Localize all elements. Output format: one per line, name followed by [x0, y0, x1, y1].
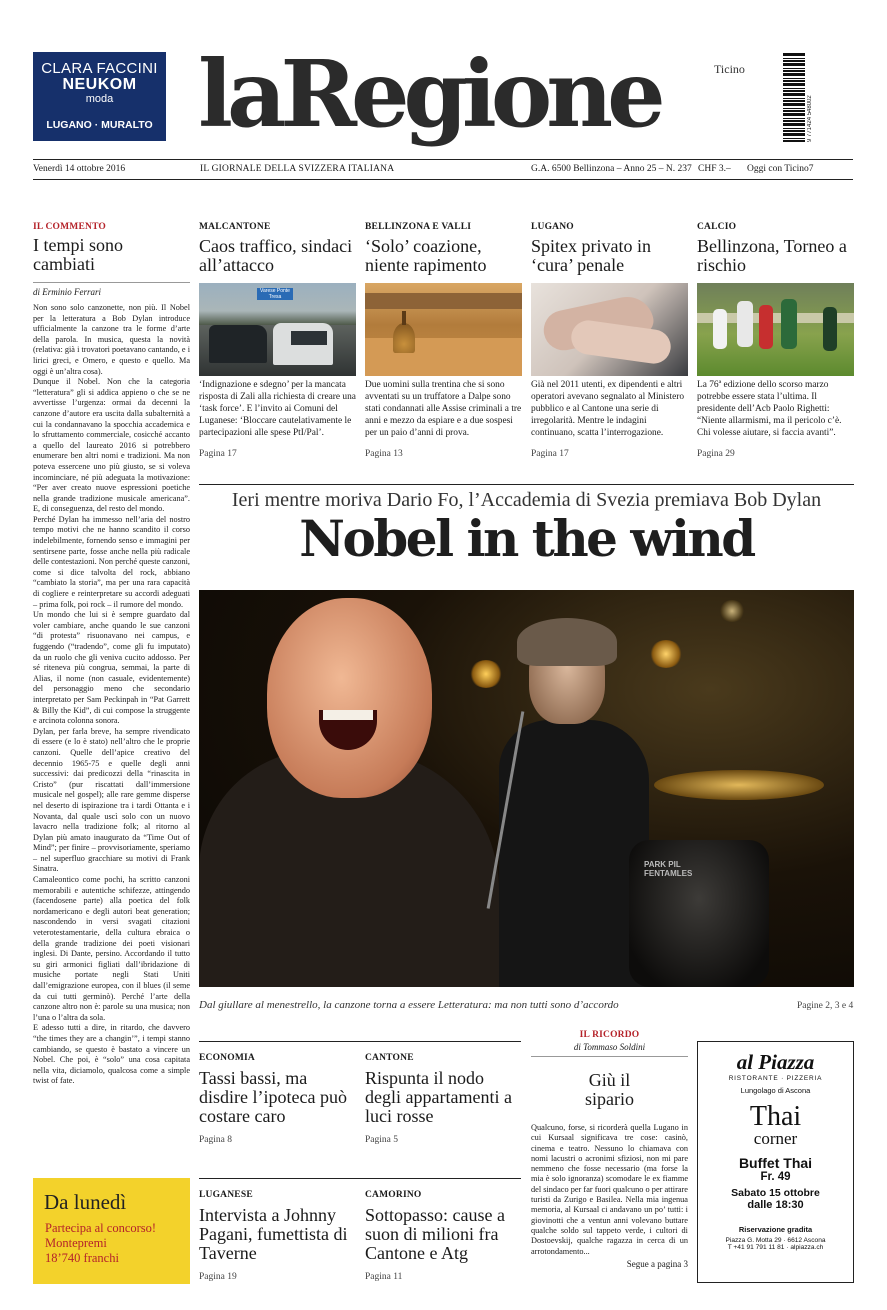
teaser-kicker: ECONOMIA: [199, 1053, 255, 1063]
thai-title: Thai: [749, 1101, 802, 1132]
lead-top-rule: [199, 484, 854, 485]
teaser-economia[interactable]: [199, 1053, 356, 1145]
ricordo-rule: [531, 1056, 688, 1057]
teaser-text: La 76ª edizione dello scorso marzo potrebbe essere stata l’ultima. Il presidente dell’Acb Paolo Righetti: “Niente allarmismi, ma il pericolo c’è. Chi volesse aiutare, si faccia avanti”.: [697, 380, 842, 438]
issue-number: G.A. 6500 Bellinzona – Anno 25 – N. 237: [531, 164, 692, 174]
teaser-title[interactable]: Rispunta il nodo degli appartamenti a luci rosse: [365, 1068, 512, 1126]
ricordo-text: Qualcuno, forse, si ricorderà quella Lugano in cui Kursaal significava tre cose: casinò, cinema e teatro. Nessuno lo chiamava con nomi lacustri o acronimi sfiziosi, non mi pare nemmeno che fosse necessario (ma forse la mia è solo ignoranza) scomodare le ex fiamme del sindaco per far fuori qualcuno o per attirare turisti da Zurigo e Basilea. Nella mia ingenua memoria, al Kursaal ci andavano un po’ tutti: i giovinotti che a ventun anni volevano buttare qualche soldo sul tappeto verde, i cultori di Dostoevskij, qualche ragazza in cerca di un arrotondamento...: [531, 1123, 688, 1256]
lead-pages[interactable]: Pagine 2, 3 e 4: [797, 1001, 854, 1011]
teaser-title[interactable]: Spitex privato in ‘cura’ penale: [531, 236, 651, 275]
lead-photo[interactable]: [199, 590, 854, 987]
promo-line2: Montepremi: [45, 1236, 107, 1250]
teaser-text: ‘Indignazione e sdegno’ per la mancata risposta di Zali alla richiesta di creare una ‘task force’. E l’invito ai Comuni del Luganese: ‘Bloccare cautelativamente le partecipazioni alle spese PtI/Pal’.: [199, 380, 356, 438]
commento-body: [33, 303, 190, 1087]
ad-phone: T +41 91 791 11 81 · alpiazza.ch: [727, 1244, 824, 1251]
teaser-camorino[interactable]: [365, 1190, 522, 1282]
lead-headline[interactable]: Nobel in the wind: [299, 509, 754, 568]
teaser-kicker: BELLINZONA E VALLI: [365, 222, 472, 232]
commento-column: [33, 222, 190, 1087]
ad-address: Piazza G. Motta 29 · 6612 Ascona: [725, 1237, 826, 1244]
ricordo-kicker: IL RICORDO: [579, 1030, 640, 1040]
price: CHF 3.–: [698, 164, 731, 174]
lead-overline: Ieri mentre moriva Dario Fo, l’Accademia di Svezia premiava Bob Dylan: [231, 489, 822, 511]
thai-sub: corner: [753, 1129, 798, 1148]
ad-places: LUGANO · MURALTO: [46, 119, 153, 131]
piazza-sub: RISTORANTE · PIZZERIA: [728, 1075, 823, 1082]
commento-paragraph: Perché Dylan ha immesso nell’aria del nostro tempo motivi che ne hanno scandito il corso indelebilmente, fornendo senso e immagini per sentirsene parte, fosse anche nella più radicale delle contestazioni. Non perché queste canzoni, come si dice talvolta del rock, abbiano “cambiato la storia”, ma per una rara capacità di cogliere e reinterpretare su accordi adeguati – prima folk, poi rock – il rumore del mondo.: [33, 514, 190, 609]
commento-author: di Erminio Ferrari: [33, 287, 102, 297]
teaser-title[interactable]: Tassi bassi, ma disdire l’ipoteca può costare caro: [199, 1068, 347, 1126]
infobar-bottom-rule: [33, 179, 853, 180]
teaser-kicker: LUGANESE: [199, 1190, 253, 1200]
teaser-text: Già nel 2011 utenti, ex dipendenti e altri operatori avevano segnalato al Ministero pubblico e al Cantone una serie di irregolarità. Mentre le indagini continuano, scatta l’interrogazione.: [531, 380, 685, 438]
teaser-malcantone[interactable]: [199, 222, 356, 459]
traffic-photo: [199, 283, 356, 376]
teaser-calcio[interactable]: [697, 222, 854, 459]
offer-price: Fr. 49: [760, 1171, 791, 1183]
lower-mid-rule: [199, 1178, 521, 1179]
offer-date: Sabato 15 ottobre: [731, 1187, 820, 1199]
courtroom-photo: [365, 283, 522, 376]
ricordo-continue[interactable]: Segue a pagina 3: [626, 1258, 688, 1269]
issue-date: Venerdì 14 ottobre 2016: [33, 164, 126, 174]
commento-paragraph: Non sono solo canzonette, non più. Il Nobel per la letteratura a Bob Dylan introduce ufficialmente la canzone tra le forme d’arte della parola. In musica, questa la novità (relativa: già i trovatori poetavano cantando, e i lirici greci, e Omero, e questo e quello. Ma oggi è un’altra cosa).: [33, 303, 190, 376]
piazza-brand: al Piazza: [736, 1050, 815, 1074]
tagline: IL GIORNALE DELLA SVIZZERA ITALIANA: [200, 164, 395, 174]
offer-time: dalle 18:30: [747, 1199, 804, 1211]
commento-paragraph: Camaleontico come pochi, ha scritto canzoni memorabili e autentiche schifezze, attingendo (facendosene parte) alla poetica del folk nordamericano e degli autori beat generation; nascondendo in versi svagati citazioni veterotestamentarie, della cultura ebraica o della grande tradizione dei poeti visionari inglesi. Di Dante, persino. Accordando il tutto su giri armonici figliati dall’ibridazione di musiche portate negli Stati Uniti dall’emigrazione europea, con il blues (il seme da cui tutti germinò). Perché l’arte della canzone altro non è: parole su una musica; non l’una o l’altra da sola.: [33, 875, 190, 1022]
teaser-page[interactable]: Pagina 29: [697, 449, 735, 459]
lead-caption: Dal giullare al menestrello, la canzone torna a essere Letteratura: ma non tutti sono d’accordo: [199, 999, 619, 1011]
teaser-page[interactable]: Pagina 17: [199, 449, 237, 459]
teaser-bellinzona[interactable]: [365, 222, 522, 459]
teaser-title[interactable]: Sottopasso: cause a suon di milioni fra Cantone e Atg: [365, 1205, 505, 1263]
masthead-logo[interactable]: laRegione: [198, 40, 660, 148]
teaser-page[interactable]: Pagina 19: [199, 1272, 237, 1282]
ricordo-author: di Tommaso Soldini: [573, 1042, 646, 1052]
teaser-lugano[interactable]: [531, 222, 688, 459]
infobar-top-rule: [33, 159, 853, 160]
teaser-title[interactable]: Intervista a Johnny Pagani, fumettista di Taverne: [199, 1205, 348, 1263]
promo-line3: 18’740 franchi: [45, 1251, 119, 1265]
teaser-kicker: CALCIO: [697, 222, 737, 232]
barcode: [783, 52, 805, 142]
commento-paragraph: E adesso tutti a dire, in ritardo, che davvero “the times they are a changin’”, i tempi stanno cambiando, se questo è bastato a vincere un Nobel. Che poi, è “solo” una cosa capitata nella vita, diciamolo, qualcosa come a simple twist of fate.: [33, 1023, 190, 1086]
teaser-kicker: MALCANTONE: [199, 222, 271, 232]
teaser-cantone[interactable]: [365, 1053, 522, 1145]
teaser-title[interactable]: Caos traffico, sindaci all’attacco: [199, 236, 353, 275]
reservation: Riservazione gradita: [738, 1225, 813, 1234]
teaser-page[interactable]: Pagina 13: [365, 449, 403, 459]
ricordo-column: [531, 1030, 688, 1269]
ad-brand2: NEUKOM: [62, 76, 137, 93]
lower-top-rule: [199, 1041, 521, 1042]
promo-line1: Partecipa al concorso!: [45, 1221, 157, 1235]
ad-clara-faccini[interactable]: [33, 52, 166, 141]
commento-paragraph: Dunque il Nobel. Non che la categoria “letteratura” gli si addica appieno o che se ne avvertisse l’urgenza: ormai da decenni la canzone d’autore era uscita dalla subalternità a cui la condannavano la spocchia accademica e lo sfruttamento commerciale, cosicché accanto a quello del laureato 2016 si potrebbero enumerare ben altri nomi e tradizioni. Ma non poteva essercene uno più giusto, se si voleva incominciare, né più adeguata la motivazione: “Per aver creato nuove espressioni poetiche nella grande tradizione musicale americana”. E, di conseguenza, del resto del mondo.: [33, 377, 190, 514]
commento-title[interactable]: I tempi sono cambiati: [33, 235, 123, 274]
teaser-title[interactable]: Bellinzona, Torneo a rischio: [697, 236, 847, 275]
teaser-text: Due uomini sulla trentina che si sono avventati su un truffatore a Dalpe sono stati condannati alle Assise criminali a tre anni e mezzo da espiare e a due sospesi per un paio d’anni di prova.: [365, 380, 522, 438]
teaser-title[interactable]: ‘Solo’ coazione, niente rapimento: [365, 236, 487, 275]
offer-title: Buffet Thai: [738, 1155, 813, 1171]
teaser-page[interactable]: Pagina 17: [531, 449, 569, 459]
commento-rule: [33, 282, 190, 283]
commento-kicker: IL COMMENTO: [33, 222, 107, 232]
supplement[interactable]: Oggi con Ticino7: [747, 164, 814, 174]
masthead-edition: Ticino: [714, 62, 745, 76]
teaser-page[interactable]: Pagina 8: [199, 1135, 232, 1145]
bob-dylan-figure: [499, 720, 649, 987]
teaser-kicker: CANTONE: [365, 1053, 414, 1063]
hands-photo: [531, 283, 688, 376]
ricordo-title[interactable]: Giù il sipario: [585, 1070, 634, 1109]
teaser-kicker: LUGANO: [531, 222, 574, 232]
road-sign: Varese Ponte Tresa: [257, 288, 293, 300]
commento-paragraph: Un mondo che lui si è sempre guardato dal voler cambiare, anche quando le sue canzoni “di protesta” risuonavano nei campus, e fuggendo (“tradendo”, come gli fu imputato) da un ruolo che gli veniva cucito addosso. Per sé riteneva più congrua, semmai, la parte di Alias, il nome (non casuale, evidentemente) del personaggio meno che secondario interpretato per Sam Peckinpah in “Pat Garrett & Billy the Kid”, di cui compose la struggente e arcinota colonna sonora.: [33, 610, 190, 726]
teaser-kicker: CAMORINO: [365, 1190, 422, 1200]
promo-title: Da lunedì: [44, 1190, 127, 1214]
ad-al-piazza[interactable]: [697, 1041, 854, 1283]
teaser-page[interactable]: Pagina 5: [365, 1135, 398, 1145]
piazza-location: Lungolago di Ascona: [740, 1086, 811, 1095]
barcode-number: 9 771424 548002: [807, 95, 813, 142]
football-photo: [697, 283, 854, 376]
teaser-page[interactable]: Pagina 11: [365, 1272, 403, 1282]
commento-paragraph: Dylan, per farla breve, ha sempre rivendicato di essere (e lo è stato) nell’altro che le proprie canzoni. Quelle dell’apice creativo del decennio 1965-75 e quelle degli anni successivi: dai predicozzi della “rinascita in Cristo” (pur riscattati dall’immersione musicale nel gospel); alle rare gemme disperse nel deserto di ispirazione tra i tardi Ottanta e i Novanta, dal quale uscì solo con un nuovo lavacro nella tradizione folk; al ritorno al Dylan più amato inaugurato da “Time Out of Mind”; per finire – provvisoriamente, speriamo – nel superfluo gracchiare su motivi di Frank Sinatra.: [33, 726, 190, 874]
promo-box[interactable]: [33, 1178, 190, 1284]
teaser-luganese[interactable]: [199, 1190, 356, 1282]
ad-brand: CLARA FACCINI: [41, 60, 158, 77]
drum-label: PARK PIL FENTAMLES: [644, 860, 693, 878]
ad-sub: moda: [85, 93, 114, 105]
